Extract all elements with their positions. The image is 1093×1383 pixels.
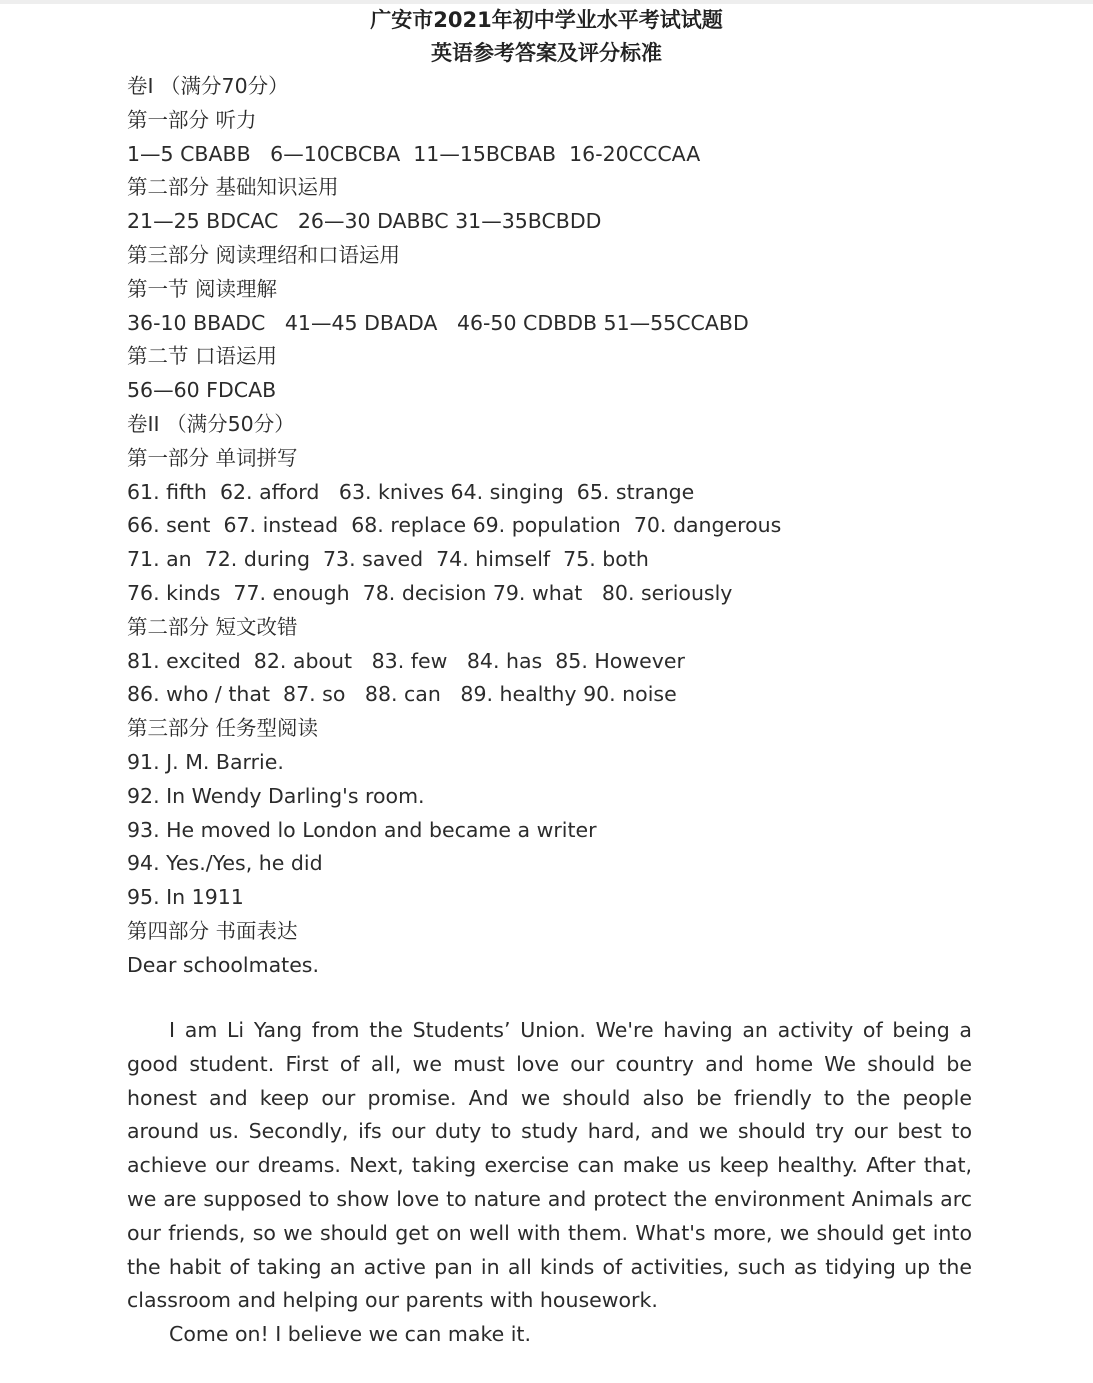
letter-salutation: Dear schoolmates. — [127, 952, 320, 977]
part-heading: 第一部分 听力 — [127, 107, 257, 132]
model-essay — [127, 1014, 972, 1352]
part-heading: 第二部分 基础知识运用 — [127, 175, 339, 200]
subsection-heading: 第二节 口语运用 — [127, 344, 278, 369]
document-subtitle: 英语参考答案及评分标准 — [431, 41, 662, 65]
answer-row: 81. excited 82. about 83. few 84. has 85. However — [127, 648, 685, 673]
answer-row: 21—25 BDCAC 26—30 DABBC 31—35BCBDD — [127, 209, 602, 234]
part-heading: 第三部分 阅读理绍和口语运用 — [127, 242, 401, 267]
answer-row: 71. an 72. during 73. saved 74. himself 75. both — [127, 547, 649, 572]
essay-paragraph: I am Li Yang from the Students’ Union. We're having an activity of being a good student. First of all, we must love our country and home We should be honest and keep our promise. And we should also be friendly to the people around us. Secondly, ifs our duty to study hard, and we should try our best to achieve our dreams. Next, taking exercise can make us keep healthy. After that, we are supposed to show love to nature and protect the environment Animals arc our friends, so we should get on well with them. What's more, we should get into the habit of taking an active pan in all kinds of activities, such as tidying up the classroom and helping our parents with housework. — [127, 1018, 972, 1313]
section-heading: 卷II （满分50分） — [127, 411, 295, 436]
part-heading: 第四部分 书面表达 — [127, 918, 298, 943]
answer-row: 61. fifth 62. afford 63. knives 64. singing 65. strange — [127, 479, 695, 504]
answer-row: 95. In 1911 — [127, 885, 244, 910]
answer-row: 66. sent 67. instead 68. replace 69. population 70. dangerous — [127, 513, 782, 538]
answer-row: 92. In Wendy Darling's room. — [127, 783, 425, 808]
essay-closing: Come on! I believe we can make it. — [169, 1322, 531, 1347]
document-title: 广安市2021年初中学业水平考试试题 — [370, 8, 723, 32]
answer-row: 93. He moved lo London and became a writer — [127, 817, 597, 842]
answer-row: 76. kinds 77. enough 78. decision 79. what 80. seriously — [127, 580, 733, 605]
answer-row: 1—5 CBABB 6—10CBCBA 11—15BCBAB 16-20CCCAA — [127, 141, 701, 166]
answer-row: 91. J. M. Barrie. — [127, 749, 284, 774]
answer-key — [127, 70, 987, 983]
part-heading: 第一部分 单词拼写 — [127, 445, 298, 470]
section-heading: 卷I （满分70分） — [127, 74, 289, 98]
answer-row: 56—60 FDCAB — [127, 378, 277, 403]
answer-row: 36-10 BBADC 41—45 DBADA 46-50 CDBDB 51—55CCABD — [127, 310, 749, 335]
part-heading: 第三部分 任务型阅读 — [127, 716, 319, 741]
answer-row: 86. who / that 87. so 88. can 89. healthy 90. noise — [127, 682, 677, 707]
document-header — [0, 4, 1093, 70]
part-heading: 第二部分 短文改错 — [127, 614, 298, 639]
answer-row: 94. Yes./Yes, he did — [127, 851, 323, 876]
subsection-heading: 第一节 阅读理解 — [127, 276, 278, 301]
